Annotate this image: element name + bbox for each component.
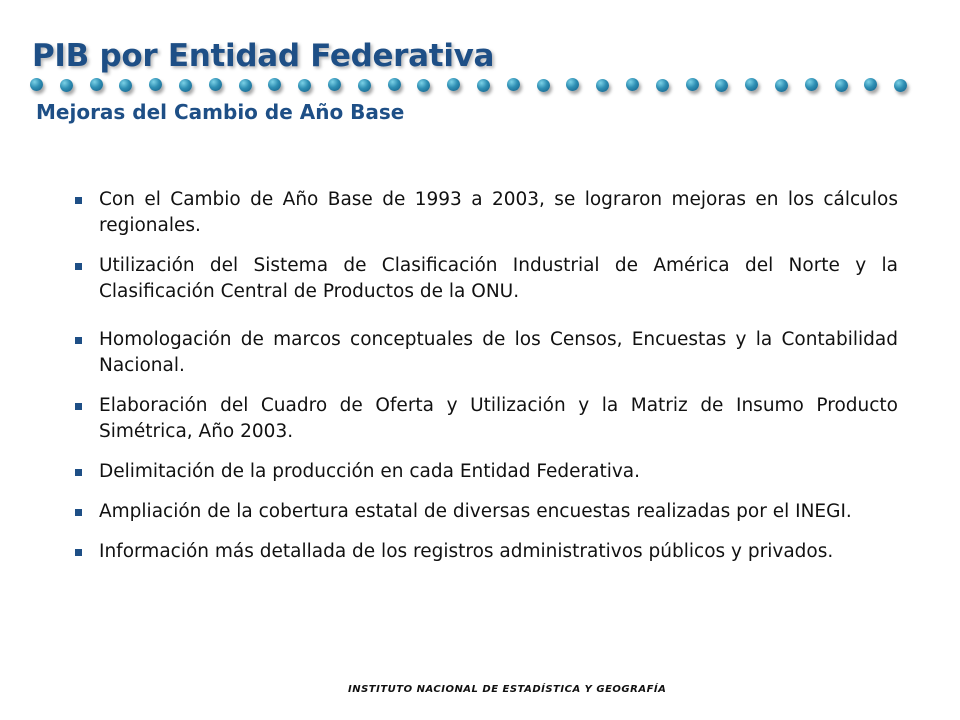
divider-dot: [149, 78, 162, 91]
divider-dot: [388, 78, 401, 91]
bullet-item: [72, 459, 898, 485]
bullet-item: [72, 393, 898, 445]
divider-dot: [686, 78, 699, 91]
divider-dot: [179, 79, 192, 92]
divider-dot: [864, 78, 877, 91]
divider-dot: [894, 79, 907, 92]
divider-dot: [447, 78, 460, 91]
divider-dot: [30, 78, 43, 91]
divider-dot: [507, 78, 520, 91]
bullet-text: Información más detallada de los registros administrativos públicos y privados.: [99, 541, 834, 562]
divider-dot: [60, 79, 73, 92]
divider-dot: [626, 78, 639, 91]
divider-dot: [805, 78, 818, 91]
slide-title: PIB por Entidad Federativa: [32, 38, 495, 74]
divider-dot: [566, 78, 579, 91]
square-bullet-icon: [75, 469, 82, 476]
divider-dot: [358, 79, 371, 92]
bullet-text: Homologación de marcos conceptuales de los Censos, Encuestas y la Contabilidad Nacional.: [99, 329, 898, 376]
divider-dot: [119, 79, 132, 92]
bullet-text: Ampliación de la cobertura estatal de diversas encuestas realizadas por el INEGI.: [99, 501, 852, 522]
bullet-item: [72, 327, 898, 379]
bullet-text: Utilización del Sistema de Clasificación Industrial de América del Norte y la Clasificación Central de Productos de la ONU.: [99, 255, 898, 302]
square-bullet-icon: [75, 197, 82, 204]
divider-dot: [596, 79, 609, 92]
bullet-text: Elaboración del Cuadro de Oferta y Utilización y la Matriz de Insumo Producto Simétrica, Año 2003.: [99, 395, 898, 442]
bullet-list: [72, 187, 898, 579]
square-bullet-icon: [75, 337, 82, 344]
divider-dot: [239, 79, 252, 92]
divider-dot: [537, 79, 550, 92]
divider-dot: [477, 79, 490, 92]
divider-dot: [745, 78, 758, 91]
slide-subtitle: Mejoras del Cambio de Año Base: [36, 100, 405, 124]
divider-dot: [775, 79, 788, 92]
divider-dot: [656, 79, 669, 92]
bullet-item: [72, 253, 898, 305]
bullet-item: [72, 539, 898, 565]
divider-dot: [417, 79, 430, 92]
divider-dot: [715, 79, 728, 92]
bullet-text: Con el Cambio de Año Base de 1993 a 2003, se lograron mejoras en los cálculos regionales.: [99, 189, 898, 236]
divider-dot: [209, 78, 222, 91]
footer-institution: INSTITUTO NACIONAL DE ESTADÍSTICA Y GEOGRAFÍA: [348, 684, 667, 695]
bullet-item: [72, 187, 898, 239]
square-bullet-icon: [75, 509, 82, 516]
square-bullet-icon: [75, 263, 82, 270]
divider-dot: [298, 79, 311, 92]
divider-dot: [328, 78, 341, 91]
divider-dot: [268, 78, 281, 91]
square-bullet-icon: [75, 403, 82, 410]
divider-dot: [90, 78, 103, 91]
bullet-item: [72, 499, 898, 525]
bullet-text: Delimitación de la producción en cada Entidad Federativa.: [99, 461, 640, 482]
divider-dot: [835, 79, 848, 92]
square-bullet-icon: [75, 549, 82, 556]
